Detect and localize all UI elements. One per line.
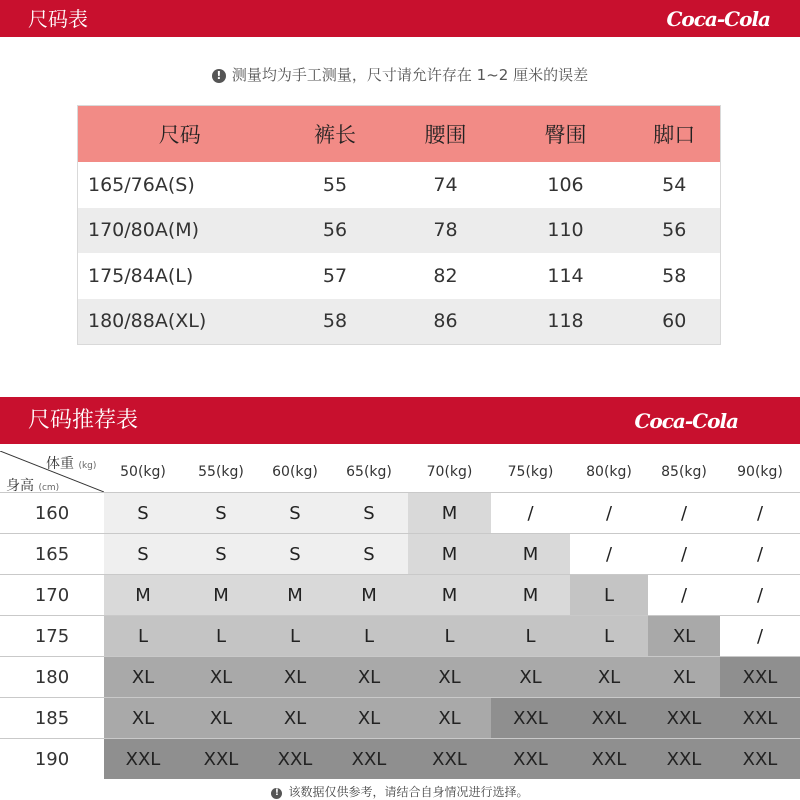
recommended-size-cell: XXL [720,698,800,739]
height-row [0,534,800,575]
height-row [0,616,800,657]
size-table-row [78,253,721,299]
recommended-size-cell: L [570,575,648,616]
recommended-size-cell: XL [104,657,182,698]
recommended-size-cell: S [330,534,408,575]
measurement-cell: 60 [629,299,721,345]
size-recommendation-table [0,451,800,779]
recommended-size-cell: M [408,575,491,616]
recommended-size-cell: M [182,575,260,616]
recommended-size-cell: S [260,493,330,534]
recommended-size-cell: / [491,493,570,534]
table-corner-header [0,451,104,493]
size-table-header-row [78,106,721,163]
measurement-cell: 82 [433,264,458,287]
height-row-header: 160 [0,493,104,534]
weight-column-header: 65(kg) [346,463,392,480]
measurement-cell: 74 [433,173,458,196]
recommended-size-cell: XL [408,657,491,698]
size-label-cell: 165/76A(S) [88,173,195,196]
height-row [0,493,800,534]
height-row [0,657,800,698]
recommended-size-cell: L [260,616,330,657]
disclaimer-note [0,783,800,800]
recommended-size-cell: / [720,493,800,534]
recommended-size-cell: / [648,493,720,534]
recommended-size-cell: S [182,534,260,575]
size-column-header: 尺码 [78,106,282,163]
pants-length-column-header: 裤长 [282,106,389,163]
measurement-cell: 55 [322,173,348,196]
weight-column-header: 90(kg) [737,463,783,480]
recommended-size-cell: XL [182,657,260,698]
recommended-size-cell: L [491,616,570,657]
recommended-size-cell: XL [182,698,260,739]
recommended-size-cell: M [260,575,330,616]
recommended-size-cell: XXL [570,739,648,780]
recommended-size-cell: XL [260,657,330,698]
recommended-size-cell: M [491,575,570,616]
size-recommendation-title: 尺码推荐表 [28,408,139,433]
waist-column-header: 腰围 [389,106,503,163]
recommended-size-cell: M [491,534,570,575]
recommended-size-cell: / [570,493,648,534]
size-chart-banner [0,0,800,37]
leg-opening-column-header: 脚口 [629,106,721,163]
measurement-cell: 110 [503,208,629,254]
weight-header-row [0,451,800,493]
recommended-size-cell: L [104,616,182,657]
recommended-size-cell: XL [648,657,720,698]
height-row-header: 170 [0,575,104,616]
measurement-cell: 56 [282,208,389,254]
measurement-note-text: 测量均为手工测量，尺寸请允许存在 1~2 厘米的误差 [231,66,589,84]
height-row-header: 190 [0,739,104,780]
recommended-size-cell: XXL [570,698,648,739]
size-label-cell: 175/84A(L) [88,264,194,287]
recommended-size-cell: L [408,616,491,657]
exclamation-icon: ! [212,69,226,83]
recommended-size-cell: M [104,575,182,616]
height-row-header: 185 [0,698,104,739]
size-table-row [78,162,721,208]
recommended-size-cell: / [720,616,800,657]
coca-cola-logo: Coca-Cola [634,409,738,433]
recommended-size-cell: XXL [260,739,330,780]
height-row-header: 175 [0,616,104,657]
recommended-size-cell: XXL [720,739,800,780]
recommended-size-cell: L [330,616,408,657]
measurement-cell: 58 [662,264,687,287]
recommended-size-cell: XXL [104,739,182,780]
recommended-size-cell: / [570,534,648,575]
size-table-row [78,208,721,254]
height-row-header: 165 [0,534,104,575]
recommended-size-cell: M [330,575,408,616]
disclaimer-text: 该数据仅供参考，请结合自身情况进行选择。 [288,785,529,799]
size-table [77,105,721,345]
recommended-size-cell: / [648,534,720,575]
weight-column-header: 75(kg) [507,463,554,480]
measurement-cell: 56 [629,208,721,254]
measurement-cell: 57 [322,264,348,287]
recommended-size-cell: XL [491,657,570,698]
recommended-size-cell: L [182,616,260,657]
recommended-size-cell: M [408,493,491,534]
height-row-header: 180 [0,657,104,698]
hip-column-header: 臀围 [503,106,629,163]
weight-column-header: 85(kg) [661,463,707,480]
recommended-size-cell: S [260,534,330,575]
height-row [0,739,800,780]
size-chart-title: 尺码表 [28,7,88,31]
recommended-size-cell: L [570,616,648,657]
recommended-size-cell: XL [408,698,491,739]
recommended-size-cell: / [648,575,720,616]
recommended-size-cell: XXL [182,739,260,780]
recommended-size-cell: / [720,575,800,616]
size-table-row [78,299,721,345]
measurement-cell: 58 [282,299,389,345]
weight-column-header: 60(kg) [272,463,318,480]
weight-column-header: 50(kg) [120,463,166,480]
height-axis-label: 身高 (cm) [6,478,60,494]
recommended-size-cell: XXL [720,657,800,698]
measurement-cell: 54 [662,173,687,196]
weight-column-header: 55(kg) [198,463,244,480]
weight-column-header: 80(kg) [586,463,632,480]
recommended-size-cell: XXL [408,739,491,780]
measurement-cell: 78 [389,208,503,254]
recommended-size-cell: / [720,534,800,575]
coca-cola-logo: Coca-Cola [666,7,770,31]
recommended-size-cell: XXL [491,698,570,739]
weight-axis-label: 体重 (kg) [46,456,97,472]
recommended-size-cell: XXL [330,739,408,780]
weight-column-header: 70(kg) [426,463,473,480]
size-label-cell: 180/88A(XL) [78,299,282,345]
recommended-size-cell: S [104,493,182,534]
recommended-size-cell: XXL [491,739,570,780]
recommended-size-cell: S [330,493,408,534]
size-recommendation-banner [0,397,800,444]
measurement-cell: 106 [547,173,584,196]
recommended-size-cell: XL [104,698,182,739]
exclamation-icon: ! [271,788,282,799]
recommended-size-cell: M [408,534,491,575]
recommended-size-cell: XL [330,698,408,739]
recommended-size-cell: XL [648,616,720,657]
height-row [0,698,800,739]
recommended-size-cell: XL [330,657,408,698]
recommended-size-cell: XXL [648,739,720,780]
measurement-note [0,64,800,85]
measurement-cell: 118 [503,299,629,345]
height-row [0,575,800,616]
recommended-size-cell: XL [260,698,330,739]
recommended-size-cell: XL [570,657,648,698]
recommended-size-cell: XXL [648,698,720,739]
recommended-size-cell: S [104,534,182,575]
recommended-size-cell: S [182,493,260,534]
size-label-cell: 170/80A(M) [78,208,282,254]
measurement-cell: 86 [389,299,503,345]
measurement-cell: 114 [547,264,584,287]
